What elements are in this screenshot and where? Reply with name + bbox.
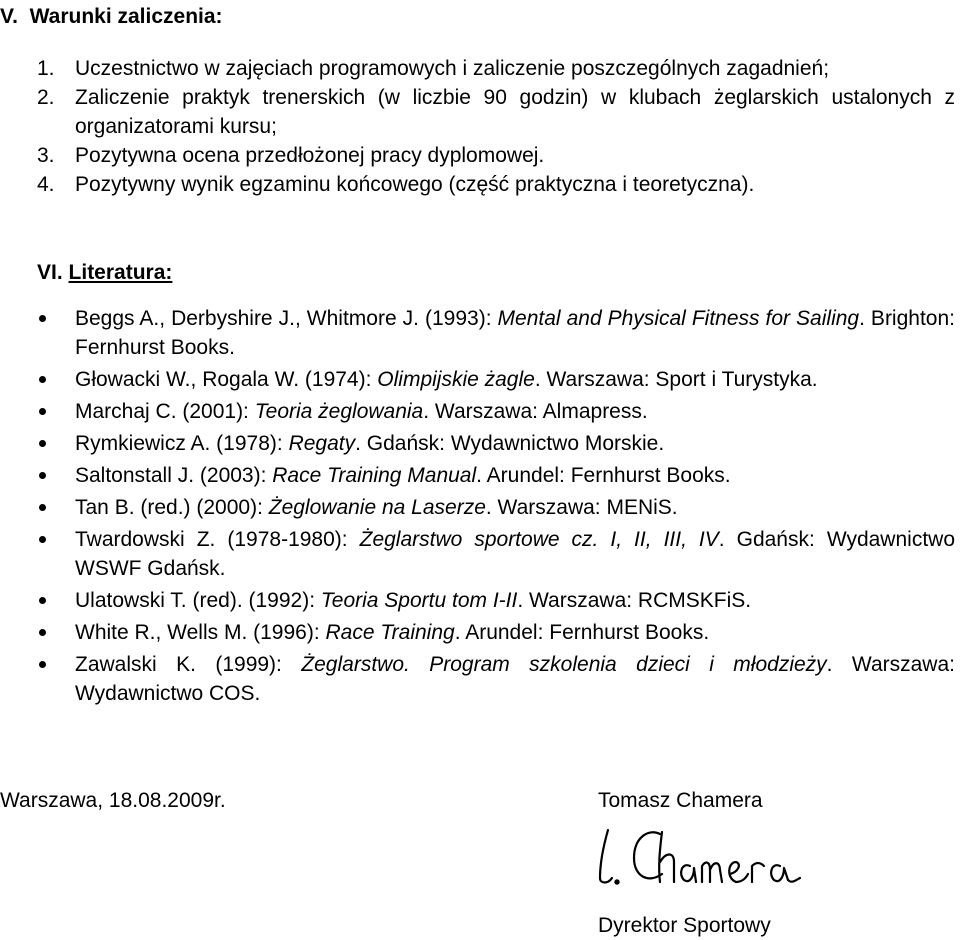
condition-item: 3. Pozytywna ocena przedłożonej pracy dyplomowej.: [37, 144, 545, 167]
literature-item: Marchaj C. (2001): Teoria żeglowania. Warszawa: Almapress.: [37, 397, 955, 426]
bullet-icon: [39, 315, 46, 322]
condition-text: Pozytywny wynik egzaminu końcowego (część praktyczna i teoretyczna).: [75, 173, 755, 196]
bullet-icon: [39, 597, 46, 604]
literature-list: [37, 304, 955, 711]
section-v-heading: [0, 2, 223, 31]
bullet-icon: [39, 536, 46, 543]
bullet-icon: [39, 629, 46, 636]
bullet-icon: [39, 440, 46, 447]
section-vi-title: Literatura:: [68, 261, 173, 284]
section-v-number: V.: [0, 5, 18, 28]
literature-item: Rymkiewicz A. (1978): Regaty. Gdańsk: Wydawnictwo Morskie.: [37, 429, 955, 458]
section-vi-number: VI.: [37, 261, 63, 284]
literature-item: Tan B. (red.) (2000): Żeglowanie na Laserze. Warszawa: MENiS.: [37, 493, 955, 522]
place-date: Warszawa, 18.08.2009r.: [0, 789, 226, 812]
conditions-list: [37, 54, 955, 199]
signer-role: Dyrektor Sportowy: [598, 914, 771, 937]
literature-item: Zawalski K. (1999): Żeglarstwo. Program szkolenia dzieci i młodzieży. Warszawa: Wydawnictwo COS.: [37, 650, 955, 708]
literature-item: Twardowski Z. (1978-1980): Żeglarstwo sportowe cz. I, II, III, IV. Gdańsk: Wydawnictwo WSWF Gdańsk.: [37, 525, 955, 583]
bullet-icon: [39, 376, 46, 383]
bullet-icon: [39, 472, 46, 479]
literature-item: Saltonstall J. (2003): Race Training Manual. Arundel: Fernhurst Books.: [37, 461, 955, 490]
bullet-icon: [39, 504, 46, 511]
condition-item: 4. Pozytywny wynik egzaminu końcowego (część praktyczna i teoretyczna).: [37, 173, 755, 196]
signer-name: Tomasz Chamera: [598, 789, 763, 812]
literature-item: White R., Wells M. (1996): Race Training. Arundel: Fernhurst Books.: [37, 618, 955, 647]
condition-text: Pozytywna ocena przedłożonej pracy dyplomowej.: [75, 144, 545, 167]
condition-item: 1. Uczestnictwo w zajęciach programowych i zaliczenie poszczególnych zagadnień;: [37, 57, 830, 80]
literature-item: Beggs A., Derbyshire J., Whitmore J. (1993): Mental and Physical Fitness for Sailing. Brighton: Fernhurst Books.: [37, 304, 955, 362]
bullet-icon: [39, 661, 46, 668]
literature-item: Ulatowski T. (red). (1992): Teoria Sportu tom I-II. Warszawa: RCMSKFiS.: [37, 586, 955, 615]
literature-item: Głowacki W., Rogala W. (1974): Olimpijskie żagle. Warszawa: Sport i Turystyka.: [37, 365, 955, 394]
section-vi-heading: [37, 258, 172, 287]
section-v-title: Warunki zaliczenia:: [29, 5, 223, 28]
signature-image: [590, 822, 810, 892]
condition-item: 2. Zaliczenie praktyk trenerskich (w liczbie 90 godzin) w klubach żeglarskich ustalonych z organizatorami kursu;: [37, 86, 955, 138]
condition-text: Zaliczenie praktyk trenerskich (w liczbie 90 godzin) w klubach żeglarskich ustalonych z organizatorami kursu;: [75, 86, 955, 138]
bullet-icon: [39, 408, 46, 415]
condition-text: Uczestnictwo w zajęciach programowych i zaliczenie poszczególnych zagadnień;: [75, 57, 830, 80]
